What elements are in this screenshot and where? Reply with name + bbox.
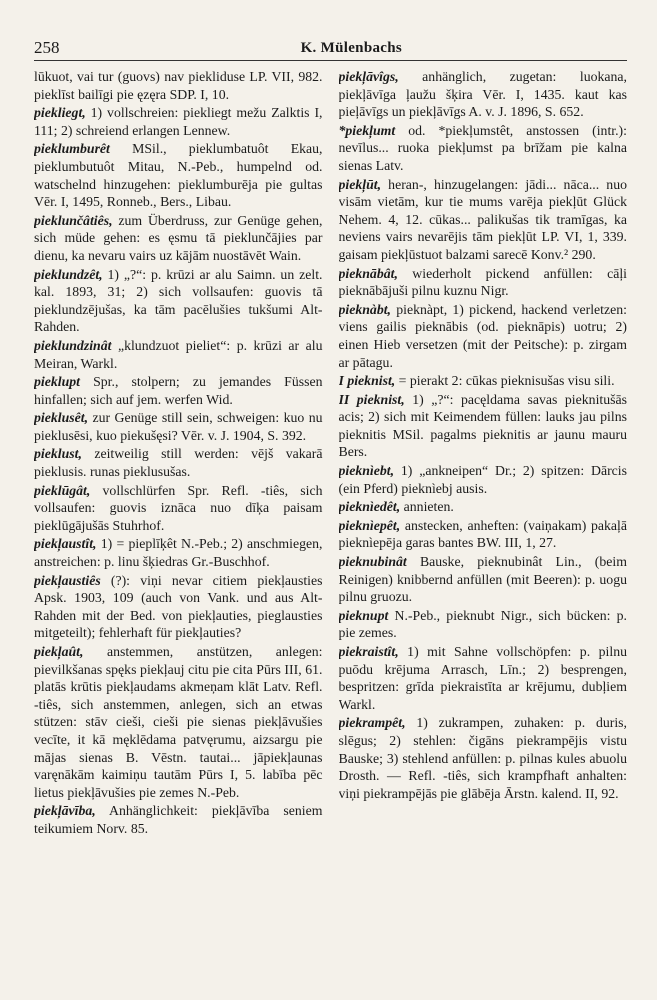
dictionary-entry	[339, 607, 628, 642]
entry-text: N.-Peb., pieknubt Nigr., sich bücken: p. pie zemes.	[338, 607, 627, 641]
entry-text: vollschlürfen Spr. Refl. -tiês, sich vollsaufen: guovis iznāca nuo dīķa paisam pieklūgājušās Stuhrhof.	[34, 482, 323, 533]
entry-headword: piekraistît,	[338, 644, 399, 659]
entry-headword: pieknìepêt,	[338, 517, 401, 533]
entry-headword: pieknupt	[338, 607, 389, 623]
page-header	[34, 36, 627, 61]
entry-headword: pieklust,	[34, 446, 82, 462]
entry-headword: pieklundzêt,	[34, 266, 103, 282]
entry-text: = pierakt 2: cūkas pieknisušas visu sili.	[395, 373, 615, 389]
entry-headword: piekļaustît,	[34, 536, 97, 552]
dictionary-entry	[34, 409, 323, 444]
dictionary-entry	[339, 462, 628, 497]
text-columns	[34, 68, 627, 994]
dictionary-entry	[34, 212, 323, 265]
dictionary-entry	[34, 104, 323, 139]
entry-text: 1) „?“: pacęldama savas pieknitušās acis; 2) sich mit Keimendem füllen: lauks jau pilns pieknitis MSil. pagalms pieknitis ar jaunu mauru Bers.	[338, 391, 627, 460]
entry-headword: pieknìedêt,	[338, 499, 401, 515]
entry-headword: pieklūgât,	[34, 482, 91, 498]
entry-text: (?): viņi nevar citiem piekļausties Apsk. 1903, 109 (auch von Vank. und aus Alt-Rahden mit der Bed. von piekļauties, pieglausties mitgeteilt); fehlerhaft für piekļauties?	[34, 572, 323, 641]
entry-text: annieten.	[400, 499, 454, 515]
entry-text: od. *piekļumstêt, anstossen (intr.): nevīlus... ruoka piekļumst pa brīžam pie kalna sienas Latv.	[338, 122, 627, 173]
dictionary-entry	[339, 517, 628, 552]
dictionary-entry	[34, 266, 323, 336]
entry-headword: pieknàbt,	[338, 301, 392, 317]
entry-text: Spr., stolpern; zu jemandes Füssen hinfallen; sich auf jem. werfen Wid.	[34, 374, 323, 407]
entry-text: 1) „?“: p. krūzi ar alu Saimn. un zelt. kal. 1893, 31; 2) sich vollsaufen: guovis tā pieklundzējušas, ka tām pacēlušies tukšumi Alt-Rahden.	[34, 266, 323, 335]
entry-text: Anhänglichkeit: piekļāvība seniem teikumiem Norv. 85.	[34, 803, 323, 836]
entry-headword: piekļāvība,	[34, 803, 96, 819]
dictionary-entry	[339, 372, 628, 390]
dictionary-entry	[34, 68, 323, 103]
entry-text: anstemmen, anstützen, anlegen: pievilkšanas spęks piekļauj citu pie cita Pūrs III, 61. platās krūtis piekļaudams akmeņam klāt Latv. Refl. -tiês, sich anstemmen, anlegen, sich an etwas stützen: stāv cieši, cieši pie sienas piekļāvušies vecīte, it kā męklēdama patvęrumu, aizsargu pie mājas sienas B. Vēstn. tautai... jāpiekļaunas varęnākām kaimiņu tautām Pūrs I, 5. labība pēc lietus piekļāvušies pie zemes N.-Peb.	[34, 644, 323, 800]
dictionary-entry	[339, 68, 628, 121]
entry-text: 1) = pieplīķêt N.-Peb.; 2) anschmiegen, anstreichen: p. linu šķiedras Gr.-Buschhof.	[34, 536, 323, 570]
entry-text: zum Überdruss, zur Genüge gehen, sich müde gehen: es ęsmu tā pieklunčājies par dienu, ka nevaru vairs uz kājām nuostāvēt Wain.	[34, 212, 323, 263]
entry-text: 1) zukrampen, zuhaken: p. duris, slēgus; 2) stehlen: čigāns piekrampējis vistu Bauske; 3) stehlend anfüllen: p. pilnas kules abuolu Drosth. — Refl. -tiês, sich krampfhaft anhalten: viņi piekrampējās pie glābēja Ārstn. kalend. II, 92.	[338, 715, 627, 801]
dictionary-entry	[339, 265, 628, 300]
entry-text: 1) „ankneipen“ Dr.; 2) spitzen: Dārcis (ein Pferd) pieknìebj ausis.	[338, 463, 627, 496]
right-column	[339, 68, 628, 994]
entry-headword: piekrampêt,	[338, 715, 406, 731]
entry-headword: pieknìebt,	[338, 463, 395, 479]
entry-headword: piekliegt,	[34, 105, 86, 121]
entry-text: lūkuot, vai tur (guovs) nav piekliduse LP. VII, 982. pieklīst bailīgi pie ęzęra SDP. I, 10.	[34, 69, 323, 102]
entry-headword: pieklupt	[34, 374, 80, 390]
dictionary-entry	[34, 802, 323, 837]
entry-headword: pieknābât,	[338, 265, 398, 281]
entry-headword: *piekļumt	[338, 122, 396, 138]
entry-headword: piekļaût,	[34, 644, 84, 659]
entry-headword: pieklumburêt	[34, 141, 110, 157]
dictionary-entry	[339, 301, 628, 371]
dictionary-entry	[34, 643, 323, 801]
entry-text: pieknàpt, 1) pickend, hackend verletzen: viens gailis pieknābis (od. pieknāpis) uotru; 2) einen Hieb versetzen (mit der Peitsche): p. zirgam ar pātagu.	[338, 301, 627, 370]
dictionary-entry	[34, 482, 323, 535]
entry-text: heran-, hinzugelangen: jādi... nāca... nuo visām vietām, kur tie mums varēja piekļūt Glück Nehem. 4, 12. cūkas... palikušas tik tramīgas, ka neviens vairs nevarējis tām piekļūt LP. VI, 1, 339. gaisam piekļūstuot balzami sarecē Konv.² 290.	[338, 176, 627, 262]
entry-headword: I pieknist,	[338, 373, 396, 389]
entry-text: 1) mit Sahne vollschöpfen: p. pilnu puōdu krējuma Arrasch, Līn.; 2) besprengen, bespritzen: grīda piekraistīta ar krējumu, dubļiem Warkl.	[338, 644, 627, 712]
dictionary-entry	[339, 122, 628, 175]
entry-text: „klundzuot pieliet“: p. krūzi ar alu Meiran, Warkl.	[34, 337, 323, 371]
entry-text: zur Genüge still sein, schweigen: kuo nu pieklusēsi, kuo piekušęsi? Vēr. v. J. 1904, S. 392.	[34, 410, 323, 443]
dictionary-entry	[34, 572, 323, 642]
entry-headword: pieklusêt,	[34, 410, 89, 426]
dictionary-entry	[34, 373, 323, 408]
entry-headword: piekļaustiês	[34, 572, 101, 588]
entry-headword: II pieknist,	[338, 391, 405, 407]
entry-text: anhänglich, zugetan: luokana, piekļāvīga ļaužu šķira Vēr. I, 1435. kaut kas pieļāvīgs un piekļāvīgs A. v. J. 1896, S. 652.	[338, 69, 627, 120]
entry-text: 1) vollschreien: piekliegt mežu Zalktis I, 111; 2) schreiend erlangen Lennew.	[34, 105, 323, 138]
entry-headword: pieklundzinât	[34, 337, 112, 353]
dictionary-entry	[339, 498, 628, 516]
entry-text: anstecken, anheften: (vaiņakam) pakaļā pieknìepēja garas bantes BW. III, 1, 27.	[338, 517, 627, 551]
entry-text: Bauske, pieknubinât Lin., (beim Reinigen) knibbernd anfüllen (mit Beeren): p. uogu pilnu gruozu.	[338, 554, 627, 605]
dictionary-entry	[339, 643, 628, 713]
entry-headword: piekļāvîgs,	[338, 69, 399, 84]
left-column	[34, 68, 323, 994]
dictionary-entry	[34, 337, 323, 372]
entry-headword: pieknubinât	[338, 554, 407, 570]
dictionary-entry	[339, 391, 628, 461]
running-head: K. Mülenbachs	[300, 39, 402, 56]
dictionary-entry	[34, 140, 323, 210]
dictionary-entry	[34, 445, 323, 480]
entry-text: MSil., pieklumbatuôt Ekau, pieklumbutuôt Mitau, N.-Peb., humpelnd od. watschelnd hinzugehen: pieklumburēja pie gultas Vēr. I, 1495, Ronneb., Bers., Libau.	[34, 141, 323, 210]
entry-text: wiederholt pickend anfüllen: cāļi pieknābājuši pilnu kuznu Nigr.	[338, 265, 627, 299]
entry-text: zeitweilig still werden: vējš vakarā pieklusis. runas pieklusušas.	[34, 446, 323, 480]
dictionary-entry	[34, 535, 323, 570]
dictionary-entry	[339, 714, 628, 802]
entry-headword: piekļūt,	[338, 176, 382, 192]
dictionary-entry	[339, 176, 628, 264]
dictionary-entry	[339, 553, 628, 606]
page-number: 258	[34, 38, 60, 57]
entry-headword: pieklunčâtiês,	[34, 212, 113, 228]
